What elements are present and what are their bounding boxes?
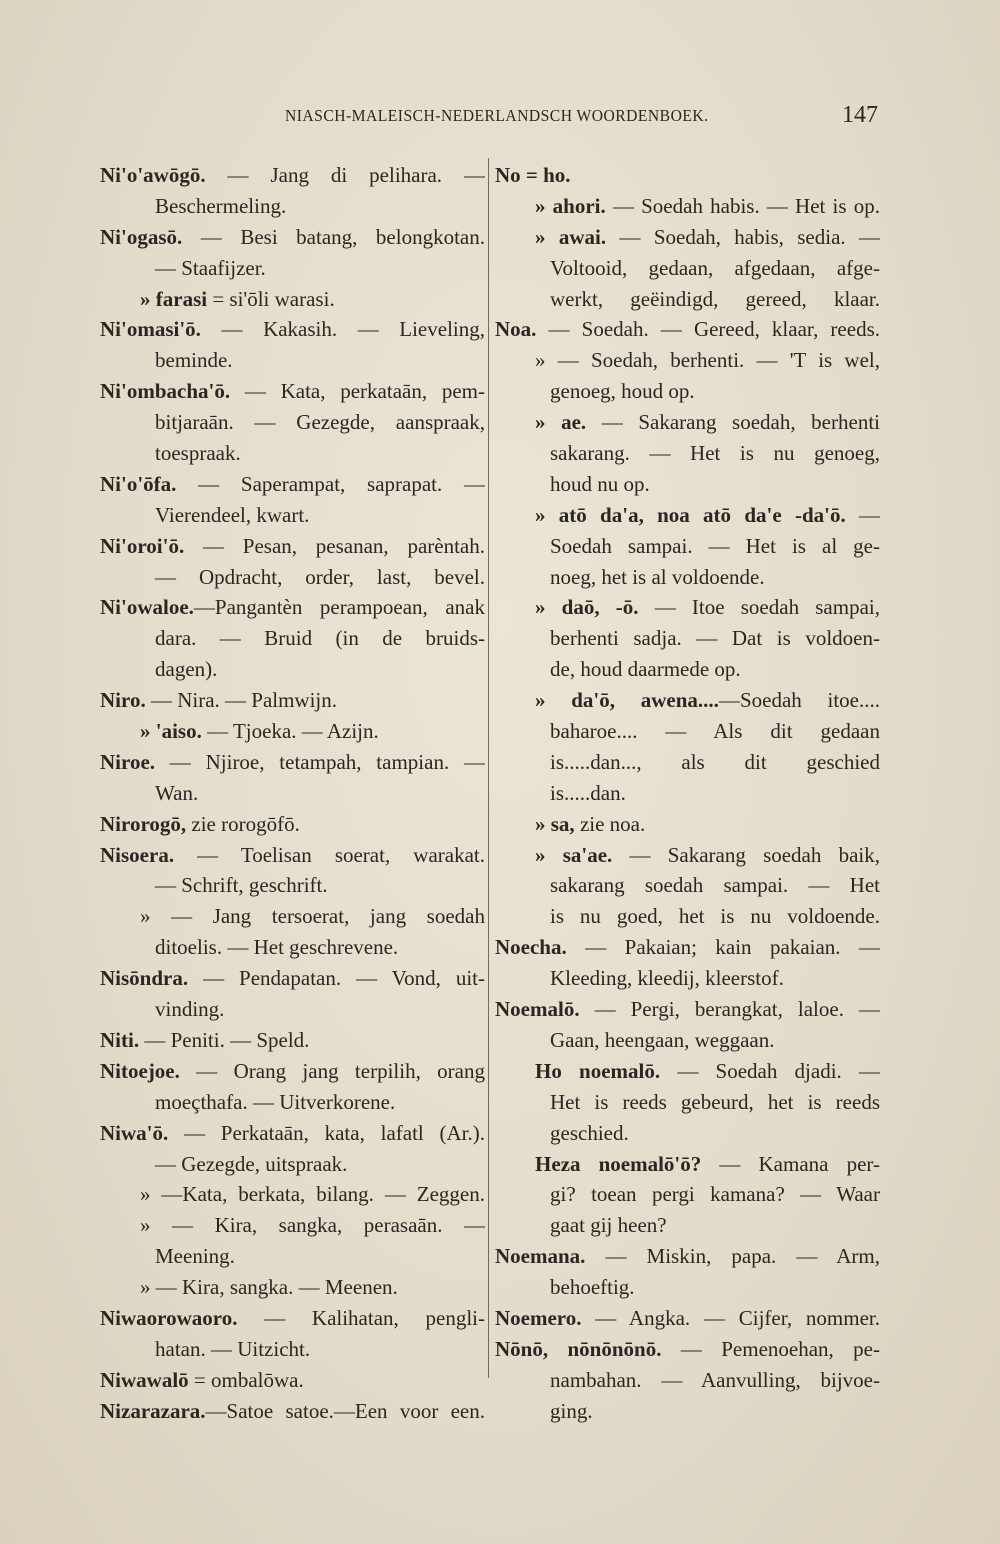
dictionary-line [100,469,485,500]
headword: » atō da'a, noa atō da'e -da'ō. [535,502,846,527]
headword: Noa. [495,317,537,342]
dictionary-line [100,1396,485,1427]
headword: » awai. [535,224,607,249]
dictionary-line [495,654,880,685]
headword: » 'aiso. [140,719,202,744]
definition-text: beminde. [155,348,233,373]
definition-text: Meening. [155,1244,235,1269]
dictionary-line [495,778,880,809]
dictionary-line [100,747,485,778]
definition-text: de, houd daarmede op. [550,657,741,682]
dictionary-line [495,531,880,562]
definition-text: — Pendapatan. — Vond, uit- [188,966,485,991]
definition-text: » — Kira, sangka. — Meenen. [140,1275,398,1300]
definition-text: — Nira. — Palmwijn. [145,688,338,713]
dictionary-line [495,840,880,871]
right-column [495,160,880,1427]
dictionary-line [100,160,485,191]
dictionary-line [100,901,485,932]
definition-text: — Tjoeka. — Azijn. [201,719,379,744]
definition-text: berhenti sadja. — Dat is voldoen- [550,626,880,651]
definition-text: — Soedah. — Gereed, klaar, reeds. [536,317,880,342]
dictionary-line [495,1179,880,1210]
dictionary-line [495,284,880,315]
definition-text: noeg, het is al voldoende. [550,564,765,589]
dictionary-line [100,685,485,716]
headword: Ho noemalō. [535,1058,661,1083]
dictionary-line [495,1118,880,1149]
definition-text: dagen). [155,657,218,682]
dictionary-line [100,809,485,840]
dictionary-line [100,778,485,809]
definition-text: — Schrift, geschrift. [155,873,328,898]
definition-text: — Itoe soedah sampai, [638,595,880,620]
headword: Ni'oroi'ō. [100,533,185,558]
dictionary-line [495,1087,880,1118]
dictionary-line [495,1241,880,1272]
definition-text: — Kalihatan, pengli- [237,1305,485,1330]
definition-text: moeçthafa. — Uitverkorene. [155,1089,396,1114]
dictionary-line [100,376,485,407]
headword: Niwaorowaoro. [100,1305,238,1330]
dictionary-line [100,870,485,901]
headword: Niwawalō [100,1367,189,1392]
definition-text: — Soedah, habis, sedia. — [606,224,880,249]
left-column [100,160,485,1427]
dictionary-line [495,592,880,623]
definition-text: Vierendeel, kwart. [155,502,310,527]
definition-text: geschied. [550,1120,629,1145]
definition-text: — Pemenoehan, pe- [661,1336,880,1361]
definition-text: » — Jang tersoerat, jang soedah [140,904,485,929]
dictionary-line [495,1025,880,1056]
dictionary-line [495,747,880,778]
headword: Nirorogō, [100,811,187,836]
dictionary-line [100,840,485,871]
headword: » da'ō, awena.... [535,688,719,713]
definition-text: —Pangantèn perampoean, anak [193,595,485,620]
dictionary-line [100,191,485,222]
definition-text: — Orang jang terpilih, orang [179,1058,485,1083]
dictionary-line [495,870,880,901]
dictionary-line [495,1272,880,1303]
dictionary-line [495,994,880,1025]
headword: Nōnō, nōnōnōnō. [495,1336,662,1361]
dictionary-line [100,963,485,994]
definition-text: gi? toean pergi kamana? — Waar [550,1182,880,1207]
dictionary-line [100,1149,485,1180]
page-number: 147 [842,102,878,128]
dictionary-line [100,345,485,376]
definition-text: — Njiroe, tetampah, tampian. — [155,749,485,774]
headword: Noemero. [495,1305,582,1330]
dictionary-line [100,1118,485,1149]
running-head: NIASCH-MALEISCH-NEDERLANDSCH WOORDENBOEK. [285,106,709,125]
definition-text: — Pergi, berangkat, laloe. — [579,997,880,1022]
definition-text: — Perkataān, kata, lafatl (Ar.). [168,1120,485,1145]
headword: Ni'owaloe. [100,595,194,620]
headword: » sa'ae. [535,842,613,867]
dictionary-line [100,654,485,685]
dictionary-line [495,963,880,994]
dictionary-line [100,1087,485,1118]
definition-text: zie noa. [574,811,646,836]
dictionary-line [495,1303,880,1334]
dictionary-line [100,531,485,562]
dictionary-line [495,376,880,407]
definition-text: —Satoe satoe.—Een voor een. [205,1398,485,1423]
definition-text: —Soedah itoe.... [718,688,880,713]
definition-text: baharoe.... — Als dit gedaan [550,719,880,744]
definition-text: Kleeding, kleedij, kleerstof. [550,966,784,991]
headword: No = ho. [495,163,571,187]
definition-text: » — Kira, sangka, perasaān. — [140,1213,485,1238]
definition-text: vinding. [155,997,225,1022]
headword: » ae. [535,410,587,435]
definition-text: is.....dan. [550,780,626,805]
dictionary-line [495,253,880,284]
dictionary-line [495,685,880,716]
headword: » sa, [535,811,575,836]
dictionary-line [495,191,880,222]
definition-text: — [845,502,880,527]
definition-text: — Soedah habis. — Het is op. [605,193,880,218]
definition-text: sakarang soedah sampai. — Het [550,873,880,898]
definition-text: sakarang. — Het is nu genoeg, [550,441,880,466]
definition-text: — Gezegde, uitspraak. [155,1151,348,1176]
column-divider [488,158,489,1378]
dictionary-line [495,809,880,840]
definition-text: is nu goed, het is nu voldoende. [550,904,880,929]
dictionary-line [495,345,880,376]
dictionary-line [100,1303,485,1334]
definition-text: — Kakasih. — Lieveling, [200,317,485,342]
definition-text: Voltooid, gedaan, afgedaan, afge- [550,255,880,280]
dictionary-line [495,901,880,932]
dictionary-line [100,932,485,963]
dictionary-line [495,562,880,593]
dictionary-line [100,438,485,469]
definition-text: dara. — Bruid (in de bruids- [155,626,485,651]
dictionary-line [100,222,485,253]
dictionary-line [100,1179,485,1210]
dictionary-line [100,562,485,593]
definition-text: nambahan. — Aanvulling, bijvoe- [550,1367,880,1392]
dictionary-line [495,469,880,500]
dictionary-line [495,1056,880,1087]
dictionary-line [495,716,880,747]
definition-text: — Pakaian; kain pakaian. — [566,935,880,960]
definition-text: genoeg, houd op. [550,379,695,404]
definition-text: — Jang di pelihara. — [205,163,485,187]
headword: Nisoera. [100,842,175,867]
definition-text: gaat gij heen? [550,1213,667,1238]
definition-text: = si'ōli warasi. [207,286,335,311]
dictionary-line [100,623,485,654]
dictionary-line [495,1365,880,1396]
definition-text: bitjaraān. — Gezegde, aanspraak, [155,410,485,435]
definition-text: — Staafijzer. [155,255,266,280]
headword: Ni'ogasō. [100,224,183,249]
dictionary-line [495,1210,880,1241]
definition-text: = ombalōwa. [188,1367,304,1392]
dictionary-line [100,1056,485,1087]
definition-text: — Kata, perkataān, pem- [230,379,485,404]
dictionary-line [100,592,485,623]
dictionary-line [100,1210,485,1241]
dictionary-line [495,500,880,531]
dictionary-line [495,623,880,654]
dictionary-line [495,407,880,438]
definition-text: — Toelisan soerat, warakat. [174,842,485,867]
dictionary-line [495,438,880,469]
definition-text: zie rorogōfō. [186,811,300,836]
definition-text: — Opdracht, order, last, bevel. [155,564,485,589]
definition-text: Gaan, heengaan, weggaan. [550,1027,775,1052]
definition-text: » — Soedah, berhenti. — 'T is wel, [535,348,880,373]
dictionary-line [100,1025,485,1056]
definition-text: werkt, geëindigd, gereed, klaar. [550,286,880,311]
dictionary-line [495,932,880,963]
headword: Nizarazara. [100,1398,206,1423]
headword: Ni'omasi'ō. [100,317,201,342]
definition-text: — Soedah djadi. — [660,1058,880,1083]
headword: Nitoejoe. [100,1058,180,1083]
definition-text: ging. [550,1398,593,1423]
definition-text: toespraak. [155,441,241,466]
headword: Niro. [100,688,146,713]
headword: Heza noemalō'ō? [535,1151,702,1176]
dictionary-line [495,222,880,253]
dictionary-line [495,1334,880,1365]
page-header [0,102,1000,132]
dictionary-line [495,314,880,345]
definition-text: Wan. [155,780,199,805]
definition-text: — Pesan, pesanan, parèntah. [184,533,485,558]
headword: Niroe. [100,749,156,774]
definition-text: — Peniti. — Speld. [139,1027,310,1052]
dictionary-line [100,500,485,531]
definition-text: is.....dan..., als dit geschied [550,749,880,774]
definition-text: — Besi batang, belongkotan. [182,224,485,249]
headword: Nisōndra. [100,966,189,991]
dictionary-line [495,160,880,191]
headword: Ni'ombacha'ō. [100,379,231,404]
dictionary-line [495,1149,880,1180]
definition-text: — Miskin, papa. — Arm, [585,1244,880,1269]
definition-text: » —Kata, berkata, bilang. — Zeggen. [140,1182,485,1207]
dictionary-line [100,1334,485,1365]
dictionary-line [100,253,485,284]
definition-text: — Kamana per- [701,1151,880,1176]
headword: Noemana. [495,1244,586,1269]
definition-text: ditoelis. — Het geschrevene. [155,935,399,960]
definition-text: behoeftig. [550,1275,635,1300]
definition-text: — Sakarang soedah, berhenti [586,410,880,435]
definition-text: — Saperampat, saprapat. — [176,471,485,496]
headword: Ni'o'awōgō. [100,163,206,187]
headword: Niwa'ō. [100,1120,169,1145]
dictionary-line [100,407,485,438]
dictionary-line [100,1365,485,1396]
dictionary-line [100,284,485,315]
definition-text: — Angka. — Cijfer, nommer. [581,1305,880,1330]
headword: » daō, -ō. [535,595,639,620]
headword: Noecha. [495,935,567,960]
definition-text: Soedah sampai. — Het is al ge- [550,533,880,558]
headword: » farasi [140,286,208,311]
dictionary-line [100,994,485,1025]
headword: Noemalō. [495,997,580,1022]
definition-text: houd nu op. [550,471,650,496]
headword: Ni'o'ōfa. [100,471,177,496]
dictionary-line [495,1396,880,1427]
definition-text: Het is reeds gebeurd, het is reeds [550,1089,880,1114]
definition-text: — Sakarang soedah baik, [612,842,880,867]
headword: » ahori. [535,193,606,218]
dictionary-line [100,716,485,747]
definition-text: Beschermeling. [155,193,287,218]
definition-text: hatan. — Uitzicht. [155,1336,311,1361]
dictionary-line [100,314,485,345]
headword: Niti. [100,1027,140,1052]
dictionary-line [100,1241,485,1272]
dictionary-line [100,1272,485,1303]
